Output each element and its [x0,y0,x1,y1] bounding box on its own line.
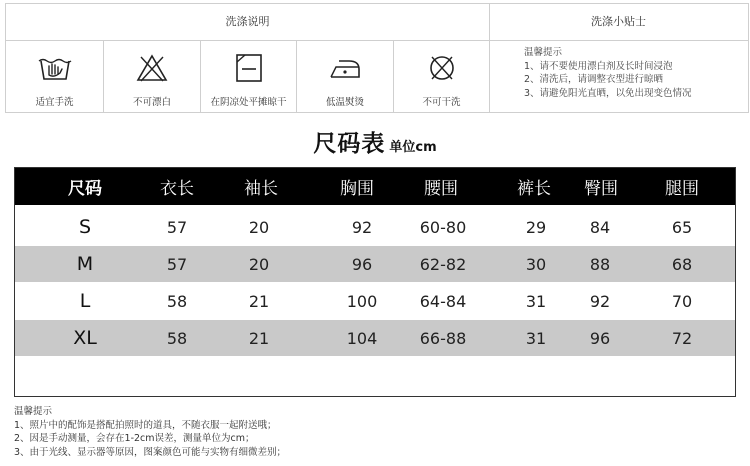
care-title: 洗涤说明 [225,15,270,28]
care-item-label: 低温熨烫 [325,97,364,108]
page-title: 尺码表 [313,131,386,157]
size-cell: XL [73,327,97,349]
table-cell: 70 [671,291,693,311]
table-cell: 58 [166,328,188,348]
care-item-label: 适宜手洗 [35,97,74,108]
size-chart-title [0,125,750,158]
header-cell: 腿围 [665,179,699,199]
table-cell: 57 [166,217,188,237]
care-item-no-bleach [104,41,200,112]
table-cell: 92 [351,217,373,237]
size-cell: L [79,290,91,312]
table-cell: 72 [671,328,693,348]
table-cell: 96 [589,328,611,348]
table-cell: 104 [346,328,378,348]
table-cell: 64-84 [419,291,467,311]
header-cell: 袖长 [244,179,278,199]
table-cell: 92 [589,291,611,311]
tips-line: 温馨提示 [524,47,563,58]
table-cell: 100 [346,291,378,311]
table-cell: 31 [525,291,547,311]
footer-notes [14,405,286,459]
table-cell: 68 [671,254,693,274]
table-cell: 96 [351,254,373,274]
care-instructions-panel [5,3,749,113]
table-cell: 66-88 [419,328,467,348]
care-item-hand-wash [6,41,103,112]
care-item-low-iron [297,41,393,112]
header-cell: 腰围 [424,179,458,199]
no-dry-clean-icon [424,53,460,83]
unit-label: 单位cm [389,140,437,155]
no-bleach-icon [134,53,170,83]
header-cell: 臀围 [584,179,618,199]
table-cell: 21 [248,328,270,348]
care-item-label: 在阴凉处平摊晾干 [210,97,287,108]
size-cell: M [76,253,94,275]
table-cell: 84 [589,217,611,237]
notes-line: 3、由于光线、显示器等原因，图案颜色可能与实物有细微差别； [14,446,287,458]
care-item-no-dry-clean [394,41,489,112]
low-iron-icon [327,53,363,83]
care-header [6,4,748,41]
table-row [15,246,735,282]
table-cell: 21 [248,291,270,311]
dry-flat-shade-icon [231,53,267,83]
header-cell: 胸围 [340,179,374,199]
table-header [15,168,735,205]
care-item-dry-flat [201,41,296,112]
tips-line: 3、请避免阳光直晒，以免出现变色情况 [524,87,692,99]
header-cell: 衣长 [160,179,194,199]
notes-line: 2、因是手动测量，会存在1-2cm误差，测量单位为cm； [14,433,255,444]
table-cell: 65 [671,217,693,237]
header-cell: 尺码 [68,179,102,199]
table-cell: 62-82 [419,254,467,274]
table-cell: 20 [248,217,270,237]
table-row [15,283,735,319]
table-cell: 30 [525,254,547,274]
table-cell: 58 [166,291,188,311]
table-cell: 31 [525,328,547,348]
header-cell: 裤长 [517,179,551,199]
table-row [15,320,735,356]
table-cell: 60-80 [419,217,467,237]
header-divider [489,4,490,112]
tips-title: 洗涤小贴士 [591,15,646,28]
care-tips [524,46,692,100]
table-cell: 57 [166,254,188,274]
care-item-label: 不可漂白 [132,97,171,108]
table-cell: 20 [248,254,270,274]
table-row [15,209,735,245]
tips-line: 2、清洗后，请调整衣型进行晾晒 [524,74,664,85]
care-item-label: 不可干洗 [422,97,461,108]
tips-line: 1、请不要使用漂白剂及长时间浸泡 [524,60,673,72]
size-cell: S [78,216,92,238]
notes-line: 1、照片中的配饰是搭配拍照时的道具，不随衣服一起附送哦； [14,419,277,431]
notes-line: 温馨提示 [14,406,53,417]
table-cell: 29 [525,217,547,237]
size-table [14,167,736,397]
table-cell: 88 [589,254,611,274]
hand-wash-icon [37,53,73,83]
